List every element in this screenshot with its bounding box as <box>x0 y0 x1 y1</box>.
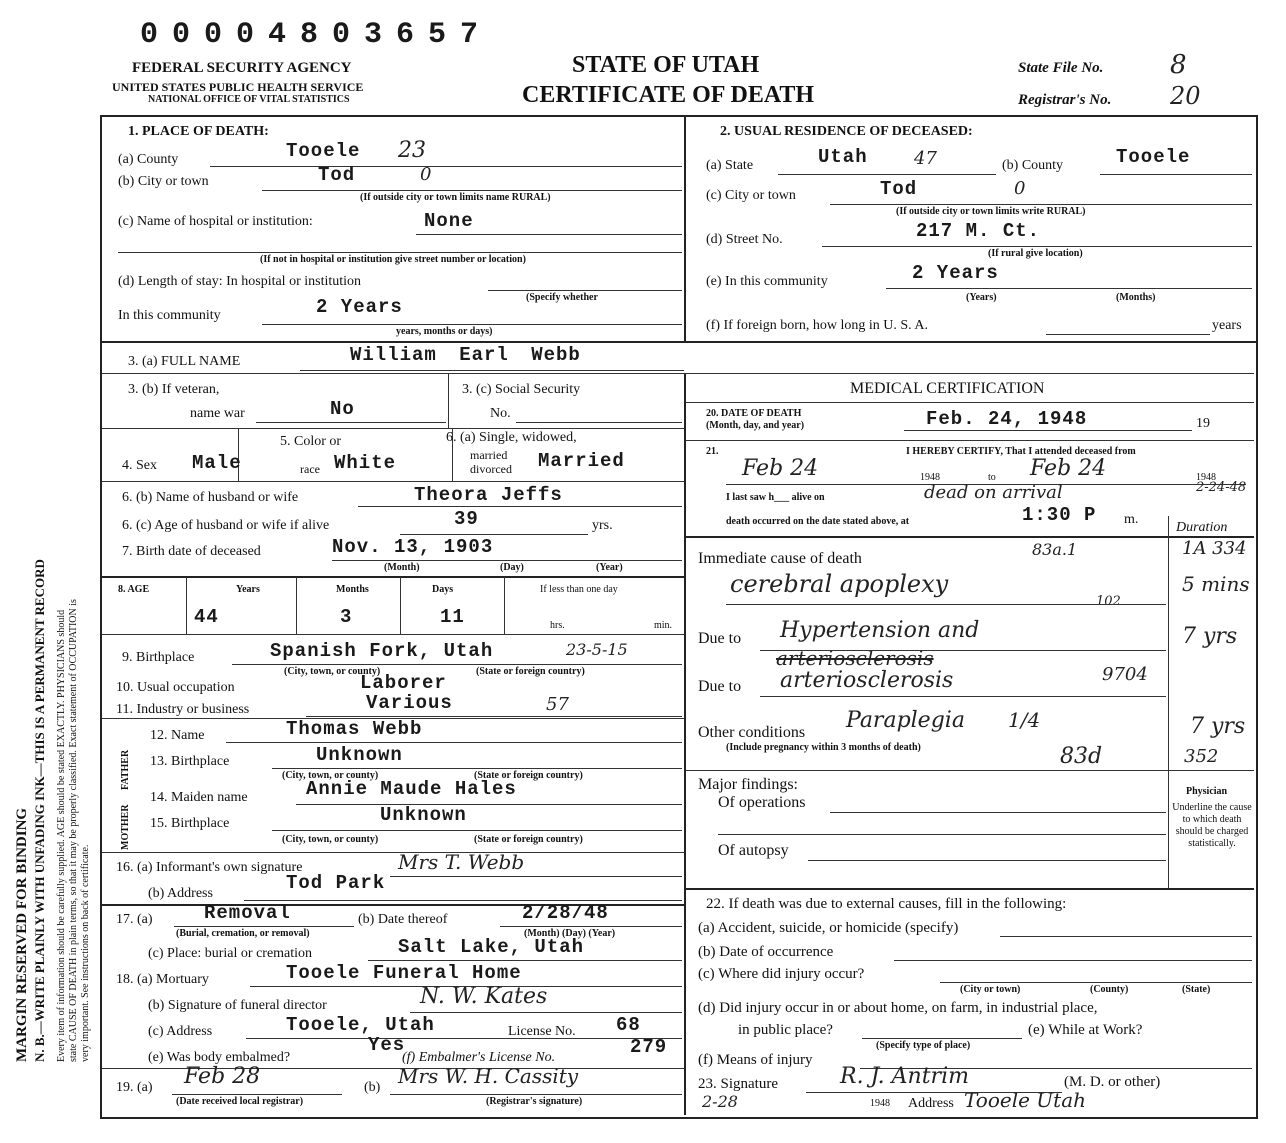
mortuary-address: Tooele, Utah <box>286 1014 435 1036</box>
physician-note-title: Physician <box>1186 786 1228 797</box>
state-file-label: State File No. <box>1018 60 1104 76</box>
mother-maiden-name: Annie Maude Hales <box>306 778 517 800</box>
embalmed-label: (e) Was body embalmed? <box>148 1050 291 1065</box>
registrar-number: 20 <box>1170 82 1201 110</box>
marital-label: 6. (a) Single, widowed, <box>446 430 577 445</box>
res-state-code: 47 <box>914 148 937 169</box>
res-rural-note: (If outside city or town limits write RURAL) <box>896 206 1086 217</box>
res-community-label: (e) In this community <box>706 274 828 289</box>
certify-text: I HEREBY CERTIFY, That I attended deceased from <box>906 446 1136 457</box>
death-city: Tod <box>318 164 356 186</box>
burial-date-label: (b) Date thereof <box>358 912 448 927</box>
months-note: (Months) <box>1116 292 1156 303</box>
county-label: (a) County <box>118 152 179 167</box>
industry-label: 11. Industry or business <box>116 702 250 717</box>
instruction-line-2: state CAUSE OF DEATH in plain terms, so that it may be properly classified. Exact statement of OCCUPATION is <box>68 599 79 1062</box>
due-to-1: Hypertension and <box>780 618 980 643</box>
age-label: 8. AGE <box>118 584 150 595</box>
injury-state-note: (State) <box>1182 984 1211 995</box>
state-country-note-13: (State or foreign country) <box>474 770 583 781</box>
attended-year-to: 1948 <box>1196 472 1216 483</box>
mother-side-label: MOTHER <box>120 804 131 850</box>
place-type-note: (Specify type of place) <box>876 1040 971 1051</box>
full-name-label: 3. (a) FULL NAME <box>128 354 241 369</box>
attended-to: Feb 24 <box>1030 456 1107 481</box>
certificate-frame <box>100 115 1258 1119</box>
yrs-unit: yrs. <box>592 518 613 533</box>
accident-label: (a) Accident, suicide, or homicide (specify) <box>698 920 959 936</box>
due-to-1-duration: 7 yrs <box>1182 624 1238 649</box>
married-label: married <box>470 448 508 462</box>
residence-heading: 2. USUAL RESIDENCE OF DECEASED: <box>720 124 973 139</box>
item21-label: 21. <box>706 446 719 457</box>
res-community-length: 2 Years <box>912 262 999 284</box>
informant-address-label: (b) Address <box>148 886 213 901</box>
immediate-cause-label: Immediate cause of death <box>698 550 862 567</box>
min-unit: min. <box>654 620 673 631</box>
industry-code: 57 <box>546 694 569 715</box>
last-saw-date: 2-24-48 <box>1196 480 1247 495</box>
burial-place: Salt Lake, Utah <box>398 936 585 958</box>
medical-heading: MEDICAL CERTIFICATION <box>850 380 1045 397</box>
date-received-note: (Date received local registrar) <box>176 1096 304 1107</box>
burial-method-note: (Burial, cremation, or removal) <box>176 928 310 939</box>
dod-label: 20. DATE OF DEATH <box>706 408 802 419</box>
mortuary-address-label: (c) Address <box>148 1024 213 1039</box>
spouse-name: Theora Jeffs <box>414 484 563 506</box>
dod-note: (Month, day, and year) <box>706 420 805 431</box>
embalmer-license-label: (f) Embalmer's License No. <box>402 1050 556 1065</box>
other-conditions-code: 1/4 <box>1008 708 1041 732</box>
race-label: race <box>300 462 320 476</box>
specify-note: (Specify whether <box>526 292 598 303</box>
ymd-note: years, months or days) <box>396 326 493 337</box>
city-county-note-9: (City, town, or county) <box>284 666 381 677</box>
city-county-note-15: (City, town, or county) <box>282 834 379 845</box>
stay-label: (d) Length of stay: In hospital or institution <box>118 274 362 289</box>
injury-where-label: (c) Where did injury occur? <box>698 966 865 982</box>
informant-address: Tod Park <box>286 872 386 894</box>
office-name: NATIONAL OFFICE OF VITAL STATISTICS <box>148 94 350 105</box>
item17-label: 17. (a) <box>116 912 153 927</box>
city-county-note-13: (City, town, or county) <box>282 770 379 781</box>
ia-code: 1A 334 <box>1182 538 1247 559</box>
state-country-note-15: (State or foreign country) <box>474 834 583 845</box>
to-label: to <box>988 472 996 483</box>
ink-warning: N. B.—WRITE PLAINLY WITH UNFADING INK—THIS IS A PERMANENT RECORD <box>32 559 47 1062</box>
spouse-age-label: 6. (c) Age of husband or wife if alive <box>122 518 330 533</box>
city-label: (b) City or town <box>118 174 209 189</box>
rural-give-note: (If rural give location) <box>988 248 1083 259</box>
age-years: 44 <box>194 606 219 628</box>
veteran-war: No <box>330 398 355 420</box>
sex-value: Male <box>192 452 242 474</box>
state-country-note-9: (State or foreign country) <box>476 666 585 677</box>
informant-signature: Mrs T. Webb <box>398 850 525 874</box>
date-received: Feb 28 <box>184 1064 261 1089</box>
street-label: (d) Street No. <box>706 232 783 247</box>
age-days-label: Days <box>432 584 454 595</box>
father-birthplace: Unknown <box>316 744 403 766</box>
means-of-injury-label: (f) Means of injury <box>698 1052 813 1068</box>
signature-date: 2-28 <box>702 1092 738 1111</box>
death-county-code: 23 <box>398 138 426 163</box>
ssn-label: 3. (c) Social Security <box>462 382 581 397</box>
burial-mdy-note: (Month) (Day) (Year) <box>524 928 616 939</box>
mortuary-name: Tooele Funeral Home <box>286 962 522 984</box>
race-value: White <box>334 452 397 474</box>
md-label: (M. D. or other) <box>1064 1074 1161 1090</box>
mother-birthplace-label: 15. Birthplace <box>150 816 230 831</box>
res-city-code: 0 <box>1014 178 1026 199</box>
rural-note: (If outside city or town limits name RURAL) <box>360 192 551 203</box>
other-code-2: 83d <box>1060 744 1103 769</box>
occurrence-date-label: (b) Date of occurrence <box>698 944 834 960</box>
time-meridian: m. <box>1124 512 1139 527</box>
registrar-sig-label: (b) <box>364 1080 381 1095</box>
service-name: UNITED STATES PUBLIC HEALTH SERVICE <box>112 80 364 94</box>
due-to-2: arteriosclerosis <box>780 668 954 693</box>
signature-year: 1948 <box>870 1098 890 1109</box>
foreign-years-unit: years <box>1212 318 1242 333</box>
director-label: (b) Signature of funeral director <box>148 998 327 1013</box>
burial-date: 2/28/48 <box>522 902 609 924</box>
embalmed-value: Yes <box>368 1034 406 1056</box>
birthplace-code: 23-5-15 <box>566 640 628 659</box>
due-to-2-label: Due to <box>698 678 742 695</box>
father-name: Thomas Webb <box>286 718 423 740</box>
immediate-cause: cerebral apoplexy <box>730 570 949 598</box>
instruction-line-1: Every item of information should be carefully supplied. AGE should be stated EXACTLY. PHYSICIANS should <box>56 609 67 1062</box>
mother-birthplace: Unknown <box>380 804 467 826</box>
color-label: 5. Color or <box>280 434 342 449</box>
license-number: 68 <box>616 1014 641 1036</box>
due-to-1-label: Due to <box>698 630 742 647</box>
res-city-label: (c) City or town <box>706 188 796 203</box>
other-conditions-note: (Include pregnancy within 3 months of death) <box>726 742 921 753</box>
community-label: In this community <box>118 308 221 323</box>
death-occurred-label: death occurred on the date stated above, at <box>726 516 910 527</box>
registrar-signature: Mrs W. H. Cassity <box>398 1064 579 1088</box>
immediate-cause-code: 83a.1 <box>1032 540 1078 559</box>
duration-header: Duration <box>1176 520 1228 535</box>
death-community-length: 2 Years <box>316 296 403 318</box>
age-months: 3 <box>340 606 353 628</box>
age-years-label: Years <box>236 584 260 595</box>
full-name: William Earl Webb <box>350 344 581 366</box>
due-to-1-struck: arteriosclerosis <box>776 646 934 670</box>
external-causes-heading: 22. If death was due to external causes, fill in the following: <box>706 896 1067 912</box>
top-divider <box>684 115 686 341</box>
physician-note: Underline the cause to which death should be charged statistically. <box>1172 802 1252 849</box>
physician-address-label: Address <box>908 1096 954 1111</box>
autopsy-label: Of autopsy <box>718 842 789 859</box>
ssn-no-label: No. <box>490 406 511 421</box>
birthdate-label: 7. Birth date of deceased <box>122 544 261 559</box>
section-divider-name <box>100 341 1256 343</box>
immediate-cause-code-2: 102 <box>1096 594 1121 609</box>
other-duration: 7 yrs <box>1190 714 1246 739</box>
due-to-2-code: 9704 <box>1102 664 1148 685</box>
burial-place-label: (c) Place: burial or cremation <box>148 946 313 961</box>
spouse-age: 39 <box>454 508 479 530</box>
registrar-number-label: Registrar's No. <box>1018 92 1112 108</box>
last-saw-label: I last saw h___ alive on <box>726 492 825 503</box>
res-county: Tooele <box>1116 146 1191 168</box>
last-saw-value: dead on arrival <box>924 482 1063 503</box>
immediate-duration: 5 mins <box>1182 572 1250 596</box>
license-label: License No. <box>508 1024 576 1039</box>
agency-name: FEDERAL SECURITY AGENCY <box>132 60 352 76</box>
attended-from: Feb 24 <box>742 456 819 481</box>
certificate-title: CERTIFICATE OF DEATH <box>522 82 815 108</box>
mother-name-label: 14. Maiden name <box>150 790 248 805</box>
informant-label: 16. (a) Informant's own signature <box>116 860 303 875</box>
years-note: (Years) <box>966 292 997 303</box>
major-findings-label: Major findings: <box>698 776 798 793</box>
age-months-label: Months <box>336 584 369 595</box>
injury-city-note: (City or town) <box>960 984 1021 995</box>
hospital-name: None <box>424 210 474 232</box>
age-days: 11 <box>440 606 465 628</box>
attended-year-from: 1948 <box>920 472 940 483</box>
father-birthplace-label: 13. Birthplace <box>150 754 230 769</box>
other-conditions: Paraplegia <box>846 708 965 733</box>
usual-occupation: Laborer <box>360 672 447 694</box>
physician-signature: R. J. Antrim <box>840 1064 969 1089</box>
name-war-label: name war <box>190 406 245 421</box>
operations-label: Of operations <box>718 794 806 811</box>
public-place-label: in public place? <box>738 1022 833 1038</box>
mortuary-label: 18. (a) Mortuary <box>116 972 209 987</box>
dod-nineteen: 19 <box>1196 416 1210 431</box>
hospital-label: (c) Name of hospital or institution: <box>118 214 313 229</box>
death-county: Tooele <box>286 140 361 162</box>
father-name-label: 12. Name <box>150 728 205 743</box>
month-note: (Month) <box>384 562 420 573</box>
spouse-label: 6. (b) Name of husband or wife <box>122 490 299 505</box>
certificate-serial: 00004803657 <box>140 18 493 52</box>
instruction-line-3: very important. See instructions on back of certificate. <box>80 844 91 1062</box>
state-file-number: 8 <box>1170 50 1187 80</box>
place-of-death-heading: 1. PLACE OF DEATH: <box>128 124 269 139</box>
director-signature: N. W. Kates <box>420 984 548 1009</box>
res-city: Tod <box>880 178 918 200</box>
birthplace-label: 9. Birthplace <box>122 650 195 665</box>
burial-method: Removal <box>204 902 291 924</box>
other-code-3: 352 <box>1184 746 1219 767</box>
res-state-label: (a) State <box>706 158 754 173</box>
physician-address: Tooele Utah <box>964 1088 1086 1112</box>
occupation-label: 10. Usual occupation <box>116 680 235 695</box>
signature-label: 23. Signature <box>698 1076 778 1092</box>
registrar-sig-note: (Registrar's signature) <box>486 1096 583 1107</box>
less-than-day-note: If less than one day <box>540 584 618 595</box>
res-street: 217 M. Ct. <box>916 220 1041 242</box>
veteran-label: 3. (b) If veteran, <box>128 382 220 397</box>
state-title: STATE OF UTAH <box>572 52 760 78</box>
center-divider <box>684 373 686 1115</box>
injury-place-label: (d) Did injury occur in or about home, on farm, in industrial place, <box>698 1000 1098 1016</box>
day-note: (Day) <box>500 562 524 573</box>
hospital-note: (If not in hospital or institution give street number or location) <box>260 254 526 265</box>
year-note: (Year) <box>596 562 623 573</box>
divorced-label: divorced <box>470 462 512 476</box>
death-city-code: 0 <box>420 164 432 185</box>
industry: Various <box>366 692 453 714</box>
hrs-unit: hrs. <box>550 620 565 631</box>
marital-status: Married <box>538 450 625 472</box>
injury-county-note: (County) <box>1090 984 1129 995</box>
other-conditions-label: Other conditions <box>698 724 806 741</box>
birthplace: Spanish Fork, Utah <box>270 640 494 662</box>
res-state: Utah <box>818 146 868 168</box>
sex-label: 4. Sex <box>122 458 157 473</box>
embalmer-license: 279 <box>630 1036 668 1058</box>
item19-label: 19. (a) <box>116 1080 153 1095</box>
father-side-label: FATHER <box>120 749 131 790</box>
while-at-work-label: (e) While at Work? <box>1028 1022 1143 1038</box>
foreign-born-label: (f) If foreign born, how long in U. S. A. <box>706 318 929 333</box>
birth-date: Nov. 13, 1903 <box>332 536 494 558</box>
res-county-label: (b) County <box>1002 158 1064 173</box>
date-of-death: Feb. 24, 1948 <box>926 408 1088 430</box>
time-of-death: 1:30 P <box>1022 504 1097 526</box>
binding-margin-note: MARGIN RESERVED FOR BINDING <box>14 807 30 1062</box>
